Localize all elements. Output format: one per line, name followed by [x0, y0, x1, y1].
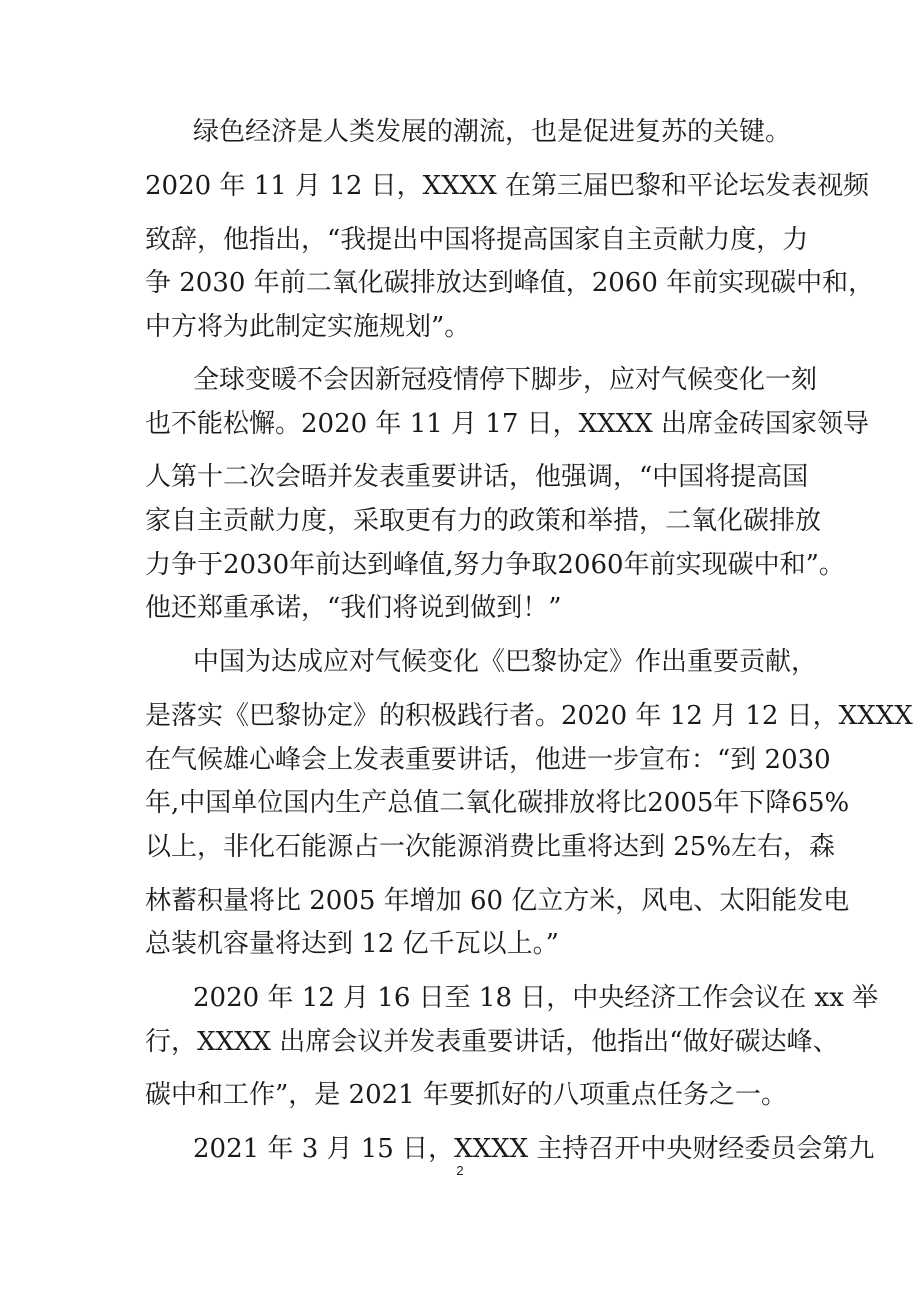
text-line: 年,中国单位国内生产总值二氧化碳排放将比2005年下降65% [145, 788, 850, 818]
text-line: 2020 年 11 月 12 日，XXXX 在第三届巴黎和平论坛发表视频 [145, 171, 869, 201]
text-line: 2020 年 12 月 16 日至 18 日，中央经济工作会议在 xx 举 [193, 983, 879, 1013]
text-line: 也不能松懈。2020 年 11 月 17 日，XXXX 出席金砖国家领导 [145, 409, 869, 439]
text-line: 人第十二次会晤并发表重要讲话，他强调，“中国将提高国 [145, 462, 809, 492]
text-line: 碳中和工作”，是 2021 年要抓好的八项重点任务之一。 [145, 1080, 787, 1110]
text-line: 总装机容量将达到 12 亿千瓦以上。” [145, 929, 559, 959]
text-line: 2021 年 3 月 15 日，XXXX 主持召开中央财经委员会第九 [193, 1134, 875, 1164]
text-line: 家自主贡献力度，采取更有力的政策和举措，二氧化碳排放 [145, 506, 822, 536]
text-line: 争 2030 年前二氧化碳排放达到峰值，2060 年前实现碳中和， [145, 268, 875, 298]
text-line: 林蓄积量将比 2005 年增加 60 亿立方米，风电、太阳能发电 [145, 886, 850, 916]
text-line: 中方将为此制定实施规划”。 [145, 312, 471, 342]
text-line: 以上，非化石能源占一次能源消费比重将达到 25%左右，森 [145, 832, 836, 862]
text-line: 全球变暖不会因新冠疫情停下脚步，应对气候变化一刻 [193, 365, 818, 395]
text-line: 致辞，他指出，“我提出中国将提高国家自主贡献力度，力 [145, 225, 809, 255]
text-line: 行，XXXX 出席会议并发表重要讲话，他指出“做好碳达峰、 [145, 1027, 839, 1057]
text-line: 绿色经济是人类发展的潮流，也是促进复苏的关键。 [193, 117, 792, 147]
text-line: 在气候雄心峰会上发表重要讲话，他进一步宣布：“到 2030 [145, 745, 831, 775]
text-line: 中国为达成应对气候变化《巴黎协定》作出重要贡献， [193, 647, 818, 677]
page-number: 2 [456, 1163, 464, 1178]
text-line: 是落实《巴黎协定》的积极践行者。2020 年 12 月 12 日，XXXX [145, 701, 913, 731]
text-line: 他还郑重承诺，“我们将说到做到！” [145, 593, 562, 623]
text-line: 力争于2030年前达到峰值,努力争取2060年前实现碳中和”。 [145, 550, 845, 580]
